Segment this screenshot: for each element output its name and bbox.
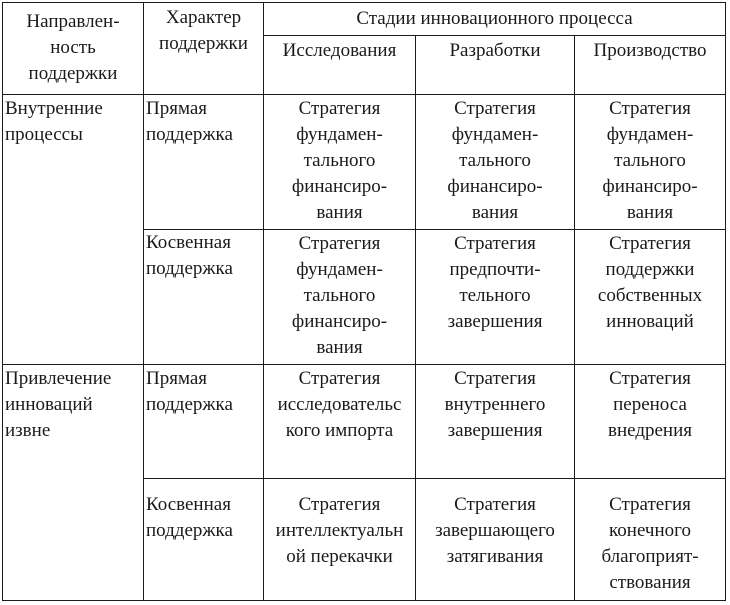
strategy-table bbox=[2, 2, 726, 601]
strategy-cell: Стратегия фундамен- тального финансиро- вания bbox=[575, 95, 726, 230]
character-cell: Косвенная поддержка bbox=[144, 479, 264, 601]
header-character: Характер поддержки bbox=[144, 3, 264, 95]
strategy-cell: Стратегия фундамен- тального финансиро- вания bbox=[416, 95, 575, 230]
character-cell: Прямая поддержка bbox=[144, 95, 264, 230]
strategy-cell: Стратегия поддержки собственных инноваций bbox=[575, 230, 726, 365]
direction-external: Привлечение инноваций извне bbox=[3, 365, 144, 601]
strategy-cell: Стратегия конечного благоприят- ствования bbox=[575, 479, 726, 601]
header-stage-development: Разработки bbox=[416, 36, 575, 95]
header-row bbox=[3, 3, 726, 36]
table-row bbox=[3, 95, 726, 230]
table-row bbox=[3, 365, 726, 479]
strategy-cell: Стратегия переноса внедрения bbox=[575, 365, 726, 479]
strategy-cell: Стратегия фундамен- тального финансиро- вания bbox=[264, 230, 416, 365]
strategy-cell: Стратегия внутреннего завершения bbox=[416, 365, 575, 479]
strategy-cell: Стратегия предпочти- тельного завершения bbox=[416, 230, 575, 365]
character-cell: Прямая поддержка bbox=[144, 365, 264, 479]
header-stage-research: Исследования bbox=[264, 36, 416, 95]
header-stages-title: Стадии инновационного процесса bbox=[264, 3, 726, 36]
direction-internal: Внутренние процессы bbox=[3, 95, 144, 365]
character-cell: Косвенная поддержка bbox=[144, 230, 264, 365]
header-stage-production: Производство bbox=[575, 36, 726, 95]
strategy-cell: Стратегия исследовательс кого импорта bbox=[264, 365, 416, 479]
strategy-cell: Стратегия фундамен- тального финансиро- вания bbox=[264, 95, 416, 230]
strategy-cell: Стратегия завершающего затягивания bbox=[416, 479, 575, 601]
strategy-cell: Стратегия интеллектуальн ой перекачки bbox=[264, 479, 416, 601]
header-direction: Направлен- ность поддержки bbox=[3, 3, 144, 95]
